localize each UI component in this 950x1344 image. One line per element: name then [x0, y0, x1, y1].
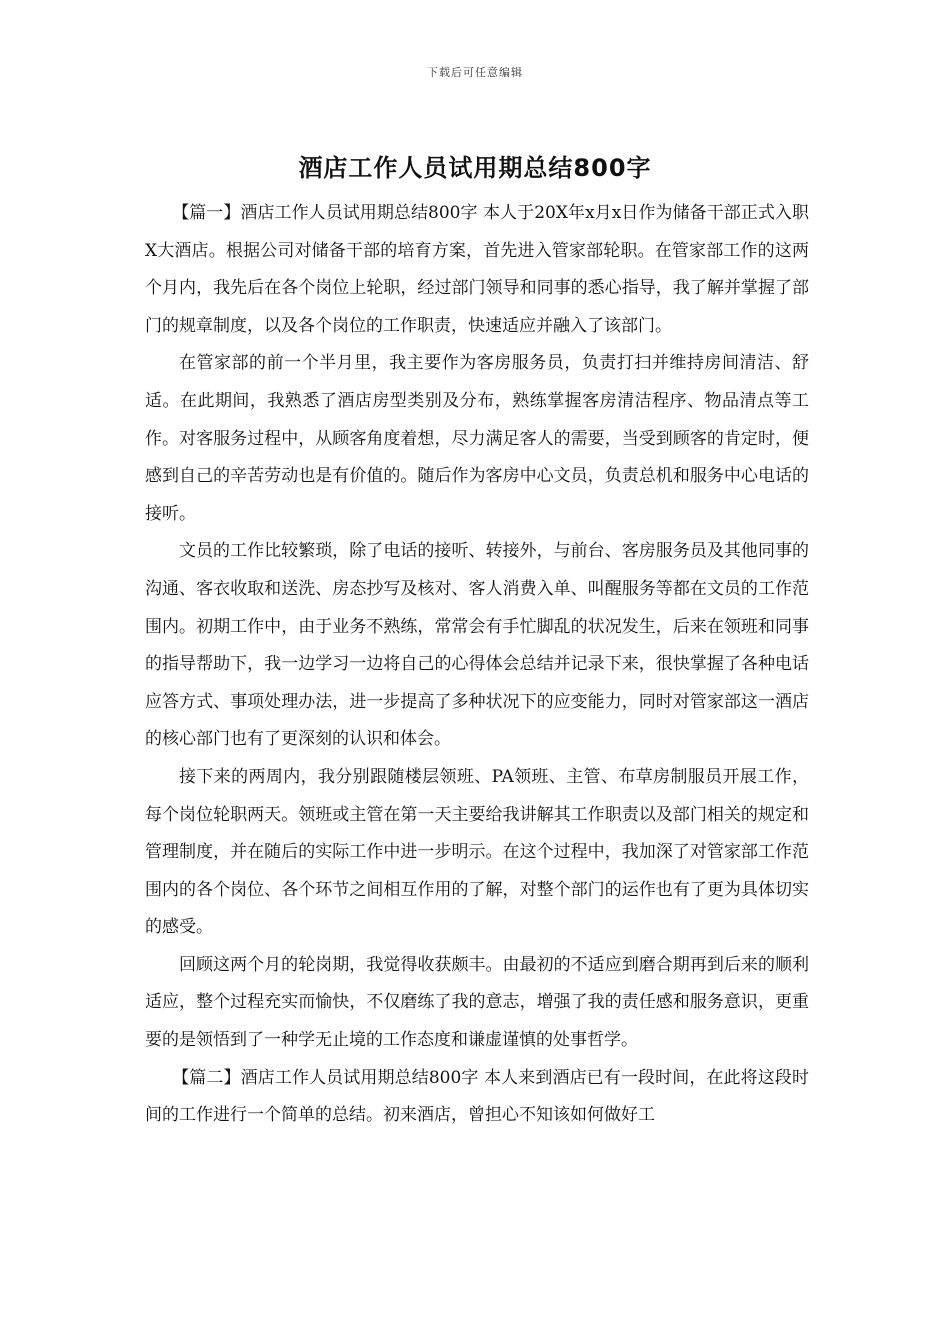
- paragraph-2: 在管家部的前一个半月里，我主要作为客房服务员，负责打扫并维持房间清洁、舒适。在此期间，我熟悉了酒店房型类别及分布，熟练掌握客房清洁程序、物品清点等工作。对客服务过程中，从顾客角度着想，尽力满足客人的需要，当受到顾客的肯定时，便感到自己的辛苦劳动也是有价值的。随后作为客房中心文员，负责总机和服务中心电话的接听。: [145, 353, 809, 524]
- paragraph-1: 【篇一】酒店工作人员试用期总结800字 本人于20X年x月x日作为储备干部正式入职X大酒店。根据公司对储备干部的培育方案，首先进入管家部轮职。在管家部工作的这两个月内，我先后在各个岗位上轮职，经过部门领导和同事的悉心指导，我了解并掌握了部门的规章制度，以及各个岗位的工作职责，快速适应并融入了该部门。: [145, 203, 809, 336]
- paragraph-3: 文员的工作比较繁琐，除了电话的接听、转接外，与前台、客房服务员及其他同事的沟通、客衣收取和送洗、房态抄写及核对、客人消费入单、叫醒服务等都在文员的工作范围内。初期工作中，由于业务不熟练，常常会有手忙脚乱的状况发生，后来在领班和同事的指导帮助下，我一边学习一边将自己的心得体会总结并记录下来，很快掌握了各种电话应答方式、事项处理办法，进一步提高了多种状况下的应变能力，同时对管家部这一酒店的核心部门也有了更深刻的认识和体会。: [145, 541, 809, 750]
- document-body: [145, 195, 809, 1315]
- paragraph-5: 回顾这两个月的轮岗期，我觉得收获颇丰。由最初的不适应到磨合期再到后来的顺利适应，整个过程充实而愉快，不仅磨练了我的意志，增强了我的责任感和服务意识，更重要的是领悟到了一种学无止境的工作态度和谦虚谨慎的处事哲学。: [145, 954, 809, 1051]
- paragraph-4: 接下来的两周内，我分别跟随楼层领班、PA领班、主管、布草房制服员开展工作，每个岗位轮职两天。领班或主管在第一天主要给我讲解其工作职责以及部门相关的规定和管理制度，并在随后的实际工作中进一步明示。在这个过程中，我加深了对管家部工作范围内的各个岗位、各个环节之间相互作用的了解，对整个部门的运作也有了更为具体切实的感受。: [145, 766, 809, 938]
- document-title: 酒店工作人员试用期总结800字: [298, 154, 652, 182]
- header-note: 下载后可任意编辑: [427, 66, 523, 79]
- paragraph-6: 【篇二】酒店工作人员试用期总结800字 本人来到酒店已有一段时间，在此将这段时间的工作进行一个简单的总结。初来酒店，曾担心不知该如何做好工: [145, 1067, 809, 1126]
